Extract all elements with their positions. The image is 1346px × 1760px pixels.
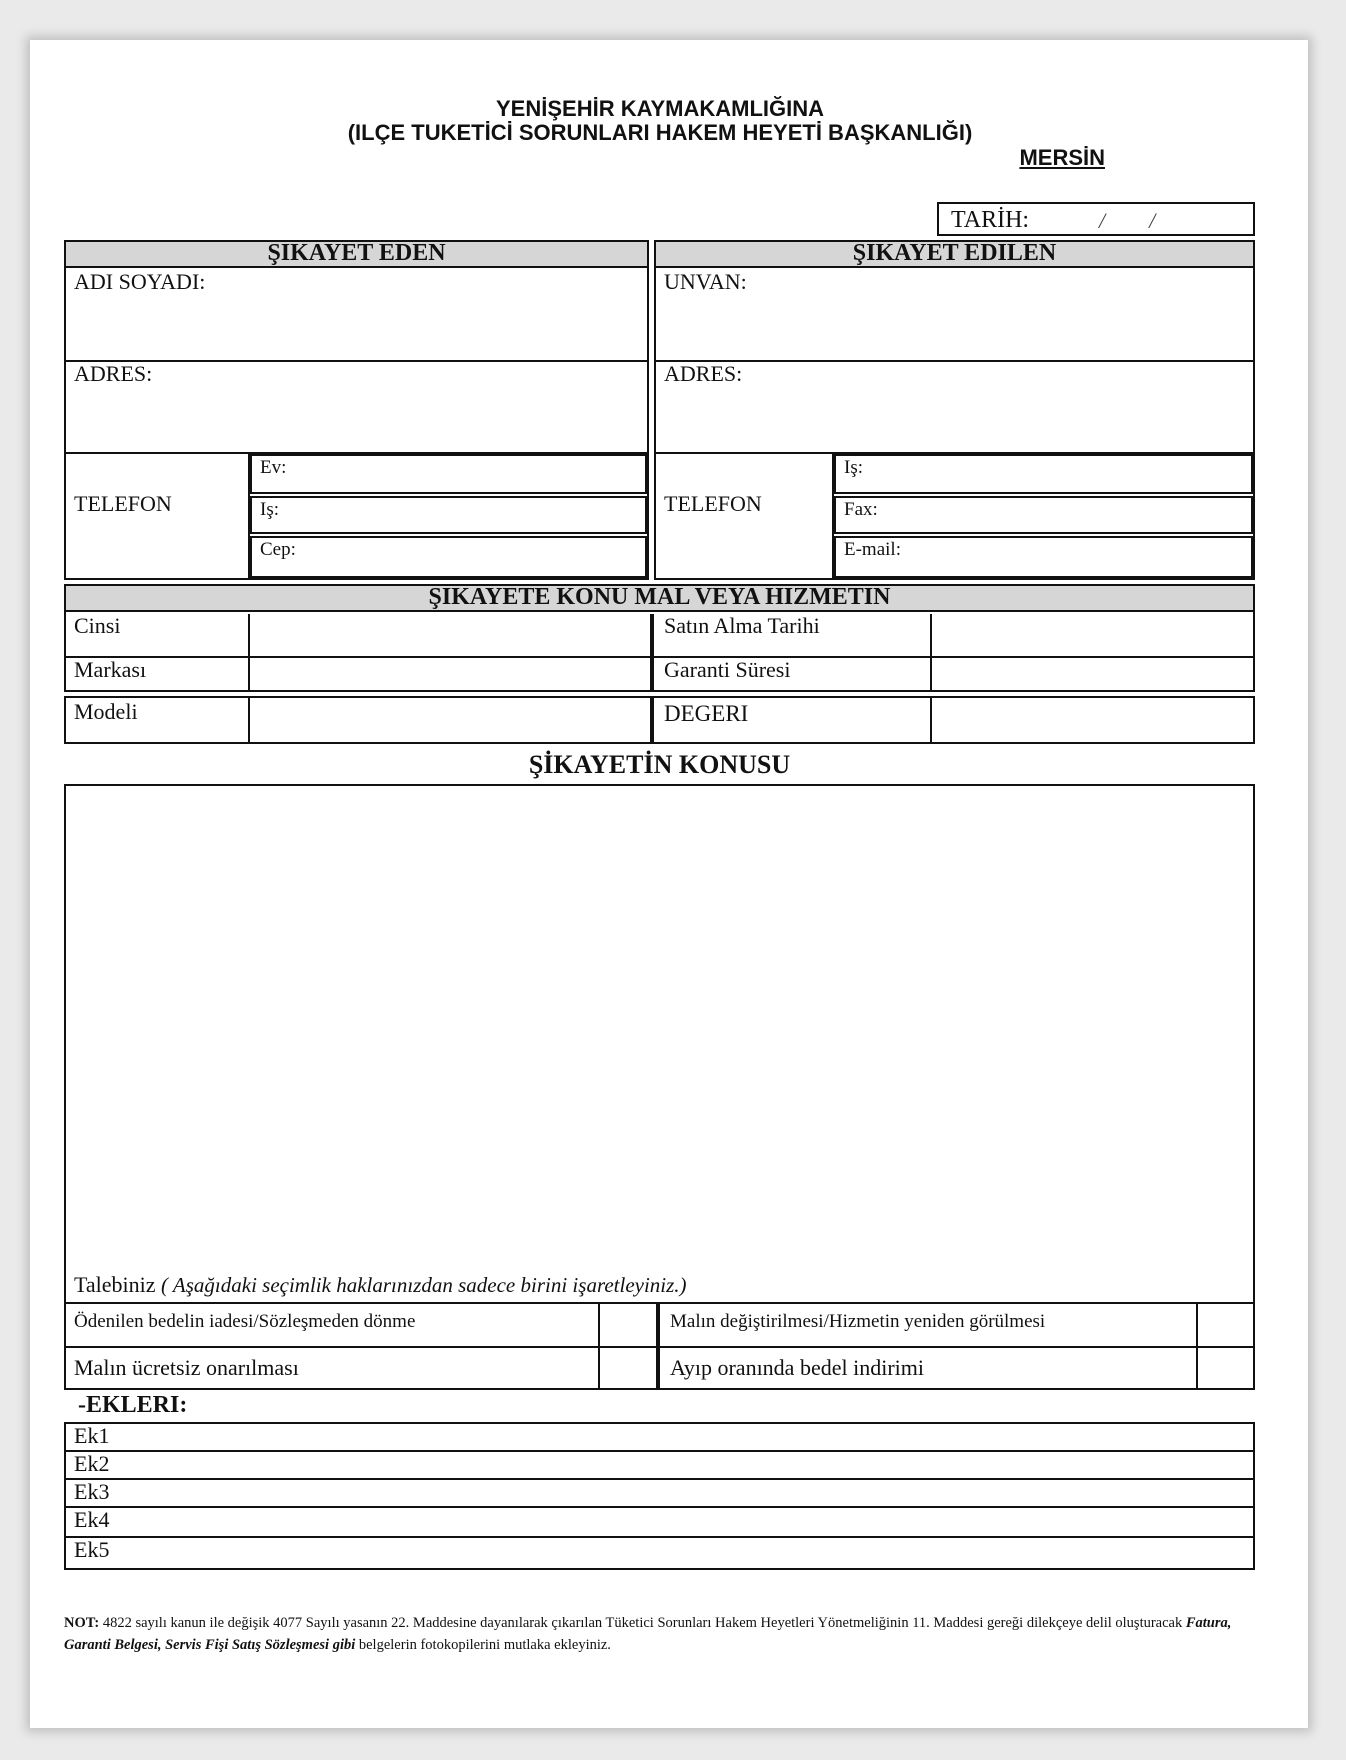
product-model-row bbox=[64, 696, 1255, 744]
product-brand-input[interactable] bbox=[250, 658, 650, 690]
option-refund-label: Ödenilen bedelin iadesi/Sözleşmeden dönme bbox=[74, 1311, 416, 1332]
complainant-header: ŞIKAYET EDEN bbox=[66, 242, 647, 268]
respondent-email[interactable]: E-mail: bbox=[834, 536, 1253, 578]
form-title-city: MERSİN bbox=[1019, 145, 1105, 170]
product-type-label: Cinsi bbox=[74, 613, 121, 638]
attachment-row[interactable]: Ek5 bbox=[74, 1537, 110, 1562]
complainant-phone-work[interactable]: Iş: bbox=[250, 496, 647, 534]
warranty-input[interactable] bbox=[932, 658, 1253, 690]
complainant-address-field[interactable] bbox=[66, 362, 647, 452]
respondent-phone-label: TELEFON bbox=[664, 491, 762, 516]
subject-textarea[interactable] bbox=[64, 784, 1255, 1304]
option-discount-label: Ayıp oranında bedel indirimi bbox=[670, 1355, 924, 1380]
warranty-label: Garanti Süresi bbox=[664, 657, 791, 682]
footnote-text-2: belgelerin fotokopilerini mutlaka ekleyiniz. bbox=[355, 1637, 611, 1653]
complainant-address-label: ADRES: bbox=[74, 361, 153, 386]
respondent-address-field[interactable] bbox=[656, 362, 1253, 452]
date-field[interactable] bbox=[937, 202, 1255, 236]
respondent-title-label: UNVAN: bbox=[664, 269, 747, 294]
respondent-phone-work[interactable]: Iş: bbox=[834, 454, 1253, 494]
footnote-label: NOT: bbox=[64, 1615, 100, 1631]
purchase-date-label: Satın Alma Tarihi bbox=[664, 613, 820, 638]
form-title-line1: YENİŞEHİR KAYMAKAMLIĞINA bbox=[496, 96, 824, 121]
respondent-address-label: ADRES: bbox=[664, 361, 743, 386]
complainant-phone-home[interactable]: Ev: bbox=[250, 454, 647, 494]
footnote bbox=[64, 1612, 1254, 1656]
complainant-section bbox=[64, 240, 649, 580]
date-placeholder: / / bbox=[1099, 208, 1156, 233]
attachment-row[interactable]: Ek2 bbox=[66, 1452, 1253, 1480]
product-brand-label: Markası bbox=[74, 657, 147, 682]
footnote-emphasis: Fatura, Garanti Belgesi, Servis Fişi Satış Sözleşmesi gibi bbox=[64, 1615, 1232, 1653]
product-section bbox=[64, 584, 1255, 692]
product-model-input[interactable] bbox=[250, 698, 650, 742]
attachments-table bbox=[64, 1422, 1255, 1570]
request-note: ( Aşağıdaki seçimlik haklarınızdan sadece birini işaretleyiniz.) bbox=[161, 1273, 687, 1297]
respondent-title-field[interactable] bbox=[656, 270, 1253, 360]
respondent-fax[interactable]: Fax: bbox=[834, 496, 1253, 534]
attachment-row[interactable]: Ek3 bbox=[66, 1480, 1253, 1508]
respondent-header: ŞIKAYET EDILEN bbox=[656, 242, 1253, 268]
complainant-name-label: ADI SOYADI: bbox=[74, 269, 206, 294]
option-replace-checkbox[interactable] bbox=[1198, 1304, 1253, 1346]
respondent-section bbox=[654, 240, 1255, 580]
product-header: ŞIKAYETE KONU MAL VEYA HIZMETIN bbox=[66, 586, 1253, 612]
product-model-label: Modeli bbox=[74, 699, 138, 724]
subject-title: ŞİKAYETİN KONUSU bbox=[528, 750, 791, 779]
complainant-phone-mobile[interactable]: Cep: bbox=[250, 536, 647, 578]
value-label: DEGERI bbox=[664, 701, 749, 726]
complainant-name-field[interactable] bbox=[66, 270, 647, 360]
request-label: Talebiniz bbox=[74, 1272, 156, 1297]
request-line bbox=[74, 1272, 687, 1298]
option-repair-checkbox[interactable] bbox=[600, 1348, 656, 1388]
option-repair-label: Malın ücretsiz onarılması bbox=[74, 1355, 299, 1380]
date-label: TARİH: bbox=[951, 207, 1030, 233]
option-discount-checkbox[interactable] bbox=[1198, 1348, 1253, 1388]
attachment-row[interactable]: Ek4 bbox=[66, 1508, 1253, 1538]
option-replace-label: Malın değiştirilmesi/Hizmetin yeniden görülmesi bbox=[670, 1311, 1046, 1332]
product-type-input[interactable] bbox=[250, 614, 650, 656]
option-refund-checkbox[interactable] bbox=[600, 1304, 656, 1346]
purchase-date-input[interactable] bbox=[932, 614, 1253, 656]
complainant-phone-label: TELEFON bbox=[74, 491, 172, 516]
attachments-label: -EKLERI: bbox=[78, 1392, 188, 1418]
complaint-form-page bbox=[30, 40, 1308, 1728]
form-title-line2: (ILÇE TUKETİCİ SORUNLARI HAKEM HEYETİ BAŞKANLIĞI) bbox=[347, 120, 973, 145]
value-input[interactable] bbox=[932, 698, 1253, 742]
request-options bbox=[64, 1302, 1255, 1390]
footnote-text-1: 4822 sayılı kanun ile değişik 4077 Sayılı yasanın 22. Maddesine dayanılarak çıkarılan Tüketici Sorunları Hakem Heyetleri Yönetmeliğinin 11. Maddesi gereği dilekçeye delil oluşturacak bbox=[99, 1615, 1186, 1631]
attachment-row[interactable]: Ek1 bbox=[66, 1424, 1253, 1452]
